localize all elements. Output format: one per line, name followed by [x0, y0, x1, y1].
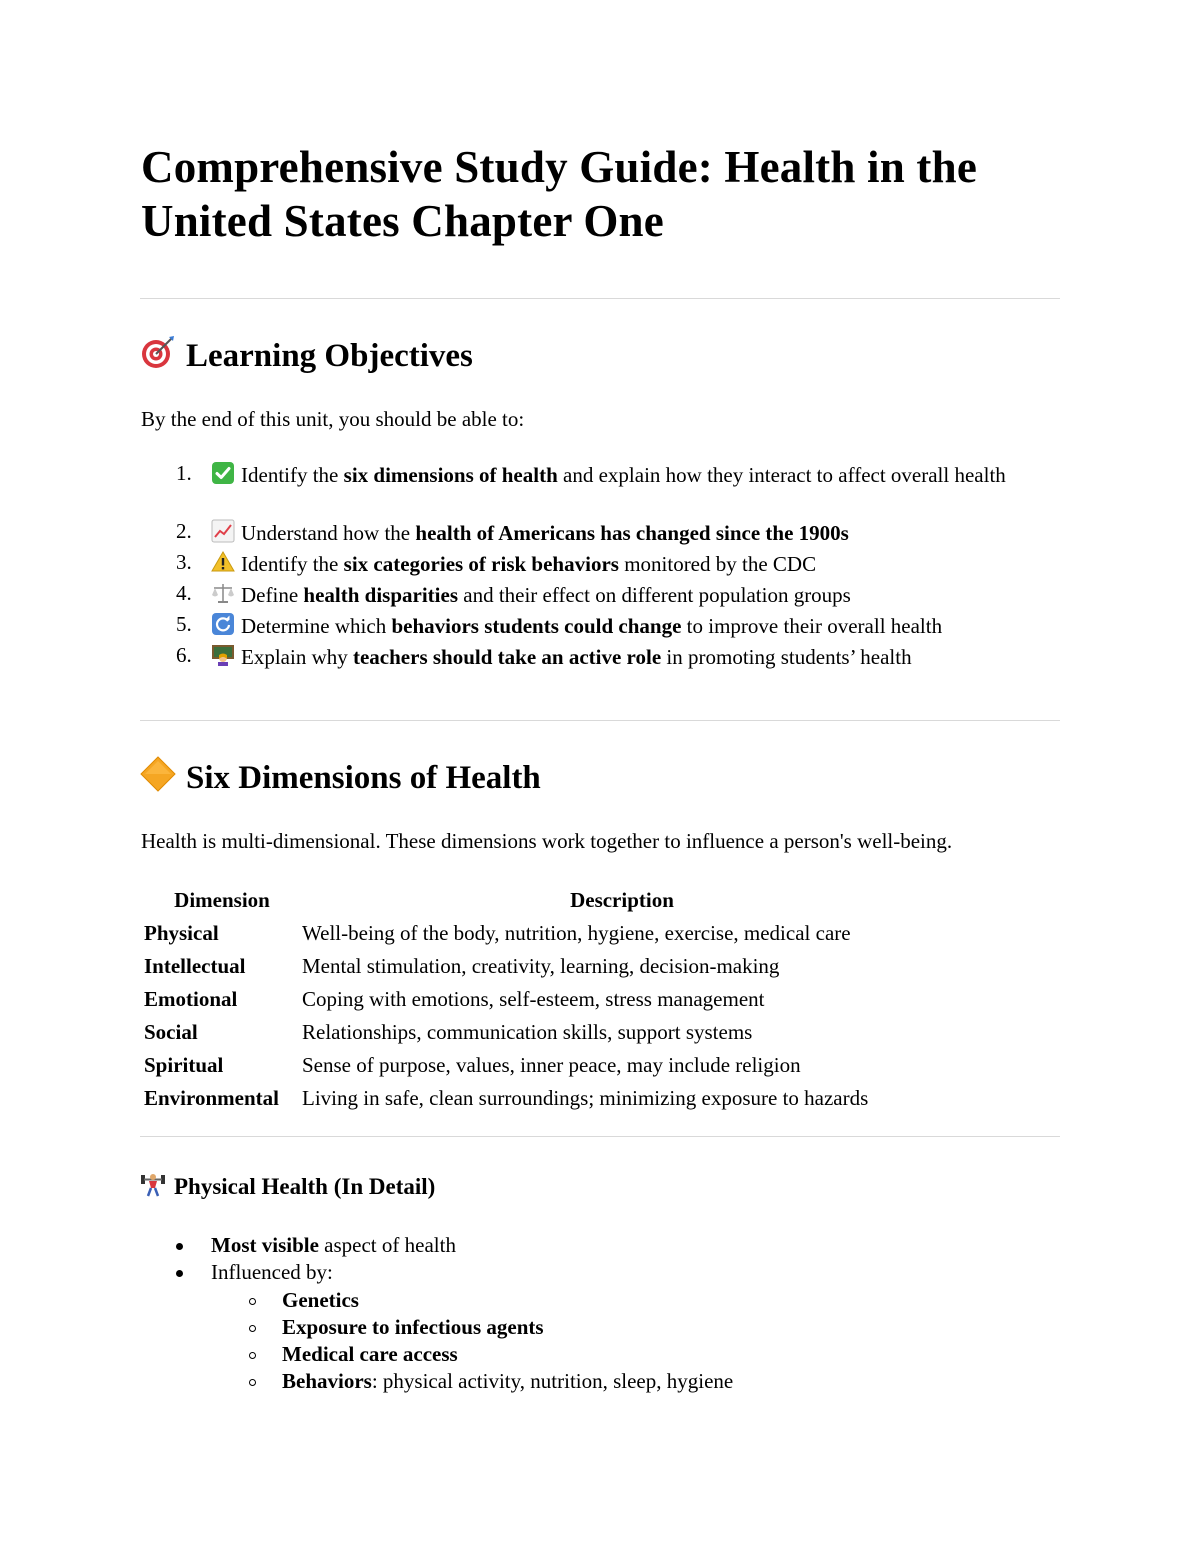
- weightlifter-icon: [140, 1171, 166, 1203]
- document-title: Comprehensive Study Guide: Health in the United States Chapter One: [141, 142, 977, 246]
- physical-health-title: Physical Health (In Detail): [174, 1174, 436, 1199]
- dimension-description: Coping with emotions, self-esteem, stress management: [302, 987, 765, 1011]
- dimension-name: Intellectual: [144, 954, 246, 978]
- objective-text: Explain why teachers should take an active role in promoting students’ health: [211, 643, 1051, 675]
- table-row: [143, 917, 943, 950]
- table-row: [143, 983, 943, 1016]
- table-row: [143, 1016, 943, 1049]
- dimension-description: Sense of purpose, values, inner peace, may include religion: [302, 1053, 801, 1077]
- six-dimensions-title: Six Dimensions of Health: [186, 760, 541, 796]
- dimension-name: Environmental: [144, 1086, 279, 1110]
- objective-number: 6.: [176, 643, 192, 667]
- sub-bullet-marker: [249, 1379, 256, 1386]
- section-divider: [140, 1136, 1060, 1137]
- teacher-icon: [211, 643, 235, 675]
- table-row: [143, 1049, 943, 1082]
- dimension-description: Living in safe, clean surroundings; minimizing exposure to hazards: [302, 1086, 869, 1110]
- target-icon: [140, 334, 176, 379]
- list-item: Influenced by:: [211, 1260, 333, 1284]
- physical-health-heading: [140, 1171, 435, 1203]
- sub-list-item: Exposure to infectious agents: [282, 1315, 544, 1339]
- dimension-name: Physical: [144, 921, 219, 945]
- balance-scale-icon: [211, 581, 235, 613]
- dimensions-intro: Health is multi-dimensional. These dimensions work together to influence a person's well-being.: [141, 829, 953, 853]
- six-dimensions-heading: [140, 756, 541, 801]
- section-divider: [140, 298, 1060, 299]
- dimension-description: Relationships, communication skills, support systems: [302, 1020, 753, 1044]
- sub-bullet-marker: [249, 1352, 256, 1359]
- refresh-icon: [211, 612, 235, 644]
- dimension-name: Social: [144, 1020, 198, 1044]
- objective-number: 3.: [176, 550, 192, 574]
- objective-number: 2.: [176, 519, 192, 543]
- section-divider: [140, 720, 1060, 721]
- table-row: [143, 1082, 943, 1115]
- objective-text: Understand how the health of Americans has changed since the 1900s: [211, 519, 1051, 551]
- sub-bullet-marker: [249, 1325, 256, 1332]
- objective-text: Define health disparities and their effect on different population groups: [211, 581, 1051, 613]
- dimension-name: Emotional: [144, 987, 238, 1011]
- table-header-row: [143, 884, 943, 917]
- chart-up-icon: [211, 519, 235, 551]
- sub-bullet-marker: [249, 1298, 256, 1305]
- objective-text: Identify the six dimensions of health and explain how they interact to affect overall health: [211, 461, 1051, 493]
- sub-list-item: Medical care access: [282, 1342, 458, 1366]
- column-header-dimension: Dimension: [174, 888, 270, 912]
- warning-icon: [211, 550, 235, 582]
- dimensions-table: [143, 884, 943, 1115]
- objective-number: 4.: [176, 581, 192, 605]
- check-mark-icon: [211, 461, 235, 493]
- sub-list-item: Genetics: [282, 1288, 359, 1312]
- objective-number: 1.: [176, 461, 192, 485]
- table-row: [143, 950, 943, 983]
- objective-text: Determine which behaviors students could change to improve their overall health: [211, 612, 1051, 644]
- learning-intro: By the end of this unit, you should be able to:: [141, 407, 525, 431]
- list-item: Most visible aspect of health: [211, 1233, 456, 1257]
- dimension-description: Well-being of the body, nutrition, hygiene, exercise, medical care: [302, 921, 851, 945]
- bullet-marker: [176, 1243, 183, 1250]
- dimension-name: Spiritual: [144, 1053, 224, 1077]
- sub-list-item: Behaviors: physical activity, nutrition, sleep, hygiene: [282, 1369, 734, 1393]
- column-header-description: Description: [570, 888, 674, 912]
- learning-objectives-heading: [140, 334, 473, 379]
- orange-diamond-icon: [140, 756, 176, 801]
- learning-objectives-title: Learning Objectives: [186, 338, 473, 374]
- objective-text: Identify the six categories of risk behaviors monitored by the CDC: [211, 550, 1051, 582]
- objective-number: 5.: [176, 612, 192, 636]
- bullet-marker: [176, 1270, 183, 1277]
- dimension-description: Mental stimulation, creativity, learning, decision-making: [302, 954, 780, 978]
